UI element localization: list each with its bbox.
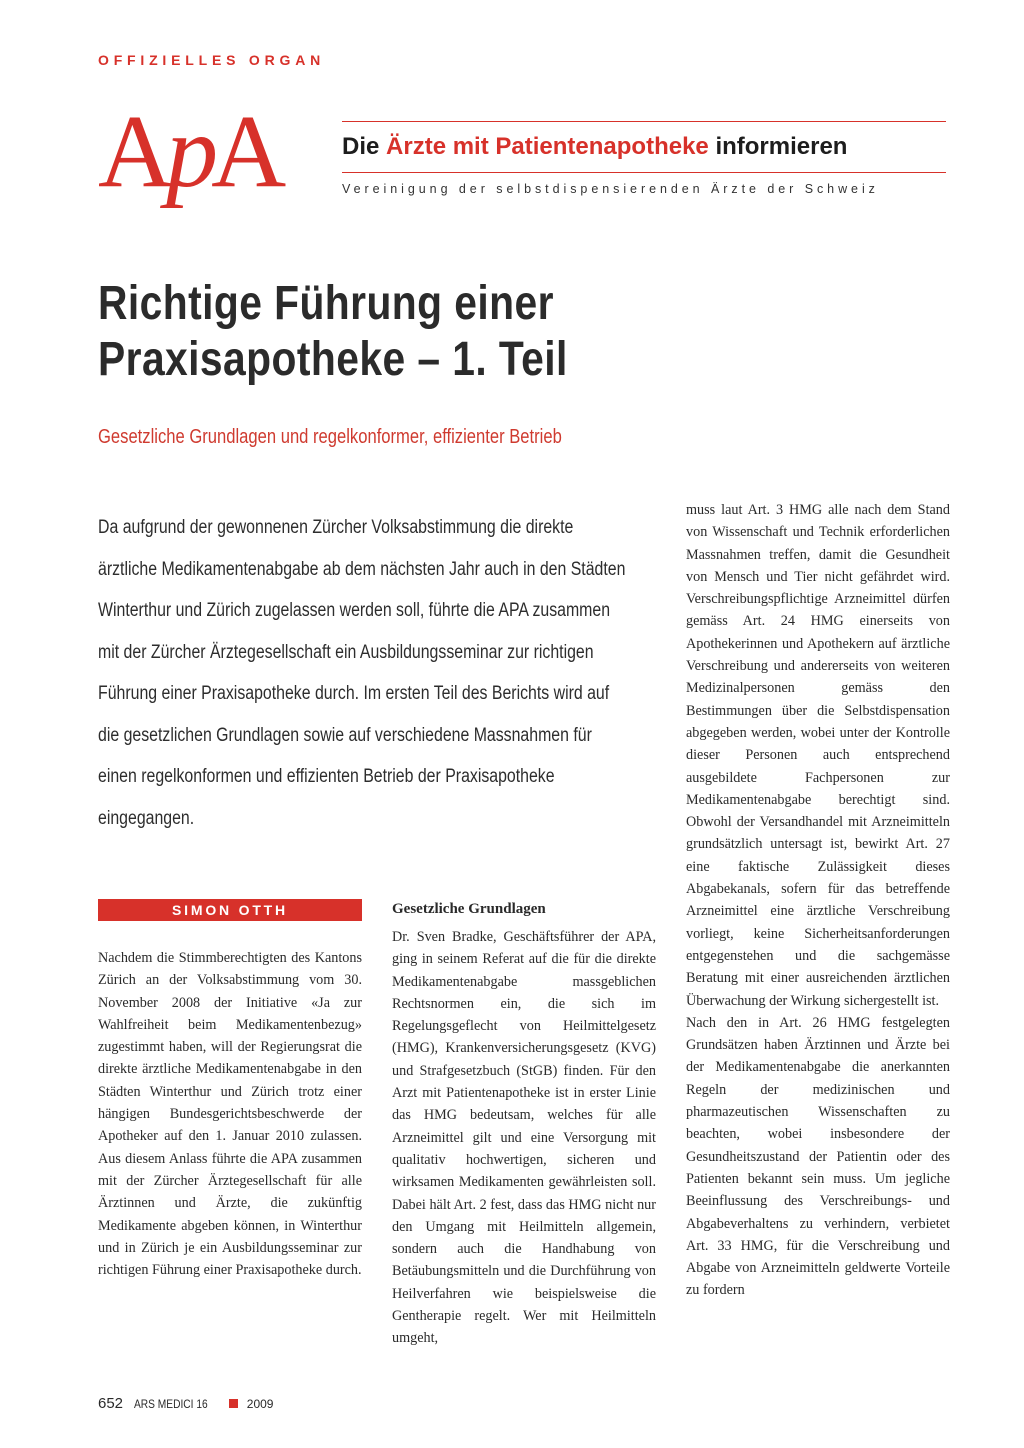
- header-rule-top: [342, 121, 946, 122]
- body-paragraph: muss laut Art. 3 HMG alle nach dem Stand von Wissenschaft und Technik erforderlichen Massnahmen treffen, damit die Gesundheit von Mensch und Tier nicht gefährdet wird. Verschreibungspflichtige Arzneimittel dürfen gemäss Art. 24 HMG einerseits von Apothekerinnen und Apothekern auf ärztliche Verschreibung und andererseits von weiteren Medizinalpersonen gemäss den Bestimmungen über die Selbstdispensation abgegeben werden, wobei unter der Kontrolle dieser Personen auch entsprechend ausgebildete Fachpersonen zur Medikamentenabgabe berechtigt sind. Obwohl der Versandhandel mit Arzneimitteln grundsätzlich untersagt ist, bewirkt Art. 27 eine faktische Zulässigkeit dieses Abgabekanals, sofern für das betreffende Arzneimittel eine ärztliche Verschreibung vorliegt, keine Sicherheitsanforderungen entgegenstehen und die sachgemässe Beratung mit einer ausreichenden ärztlichen Überwachung der Wirkung sichergestellt ist.: [686, 502, 950, 1009]
- tagline-post: informieren: [715, 133, 848, 160]
- apa-logo: ApA: [98, 94, 280, 209]
- article-subtitle: Gesetzliche Grundlagen und regelkonformer, effizienter Betrieb: [98, 426, 562, 448]
- square-bullet-icon: [229, 1399, 238, 1408]
- association-name: Vereinigung der selbstdispensierenden Ärzte der Schweiz: [342, 182, 879, 196]
- page-footer: [98, 1395, 273, 1412]
- publication-year: 2009: [246, 1397, 274, 1411]
- body-column-3: [686, 499, 950, 1302]
- article-title: Richtige Führung einer Praxisapotheke – 1. Teil: [98, 277, 568, 386]
- page-number: 652: [98, 1395, 124, 1412]
- body-paragraph: Nach den in Art. 26 HMG festgelegten Grundsätzen haben Ärztinnen und Ärzte bei der Medikamentenabgabe die anerkannten Regeln der medizinischen und pharmazeutischen Wissenschaften zu beachten, wobei insbesondere der Gesundheitszustand der Patientin oder des Patienten bekannt sein muss. Um jegliche Beeinflussung des Verschreibungs- und Abgabeverhaltens zu verhindern, verbietet Art. 33 HMG, für die Verschreibung und Abgabe von Arzneimitteln geldwerte Vorteile zu fordern: [686, 1014, 950, 1299]
- tagline-highlight: Ärzte mit Patientenapotheke: [386, 133, 709, 160]
- header-tagline: [342, 133, 847, 161]
- tagline-pre: Die: [342, 133, 380, 160]
- author-badge: SIMON OTTH: [98, 899, 362, 921]
- section-heading: Gesetzliche Grundlagen: [392, 901, 546, 917]
- body-column-2: [392, 926, 656, 1350]
- article-lead: Da aufgrund der gewonnenen Zürcher Volksabstimmung die direkte ärztliche Medikamentenabgabe ab dem nächsten Jahr auch in den Städten Winterthur und Zürich zugelassen werden soll, führte die APA zusammen mit der Zürcher Ärztegesellschaft ein Ausbildungsseminar zur richtigen Führung einer Praxisapotheke durch. Im ersten Teil des Berichts wird auf die gesetzlichen Grundlagen sowie auf verschiedene Massnahmen für einen regelkonformen und effizienten Betrieb der Praxisapotheke eingegangen.: [98, 517, 626, 829]
- header-rule-bottom: [342, 172, 946, 173]
- publication-name: ARS MEDICI 16: [134, 1397, 209, 1411]
- body-column-1: [98, 947, 362, 1281]
- body-paragraph: Dr. Sven Bradke, Geschäftsführer der APA, ging in seinem Referat auf die für die direkte Medikamentenabgabe massgeblichen Rechtsnormen ein, die sich im Regelungsgeflecht von Heilmittelgesetz (HMG), Krankenversicherungsgesetz (KVG) und Strafgesetzbuch (StGB) finden. Für den Arzt mit Patientenapotheke ist in erster Linie das HMG bedeutsam, welches für alle Arzneimittel gilt und eine Versorgung mit qualitativ hochwertigen, sicheren und wirksamen Medikamenten gewährleisten soll. Dabei hält Art. 2 fest, dass das HMG nicht nur den Umgang mit Heilmitteln allgemein, sondern auch die Handhabung von Betäubungsmitteln und die Durchführung von Heilverfahren wie beispielsweise die Gentherapie regelt. Wer mit Heilmitteln umgeht,: [392, 929, 656, 1347]
- body-paragraph: Nachdem die Stimmberechtigten des Kantons Zürich an der Volksabstimmung vom 30. November 2008 der Initiative «Ja zur Wahlfreiheit beim Medikamentenbezug» zugestimmt haben, will der Regierungsrat die direkte ärztliche Medikamentenabgabe in den Städten Winterthur und Zürich trotz einer hängigen Bundesgerichtsbeschwerde der Apotheker auf den 1. Januar 2010 zulassen. Aus diesem Anlass führte die APA zusammen mit der Zürcher Ärztegesellschaft für alle Ärztinnen und Ärzte, die zukünftig Medikamente abgeben können, in Winterthur und in Zürich je ein Ausbildungsseminar zur richtigen Führung einer Praxisapotheke durch.: [98, 950, 362, 1279]
- kicker: OFFIZIELLES ORGAN: [98, 52, 326, 68]
